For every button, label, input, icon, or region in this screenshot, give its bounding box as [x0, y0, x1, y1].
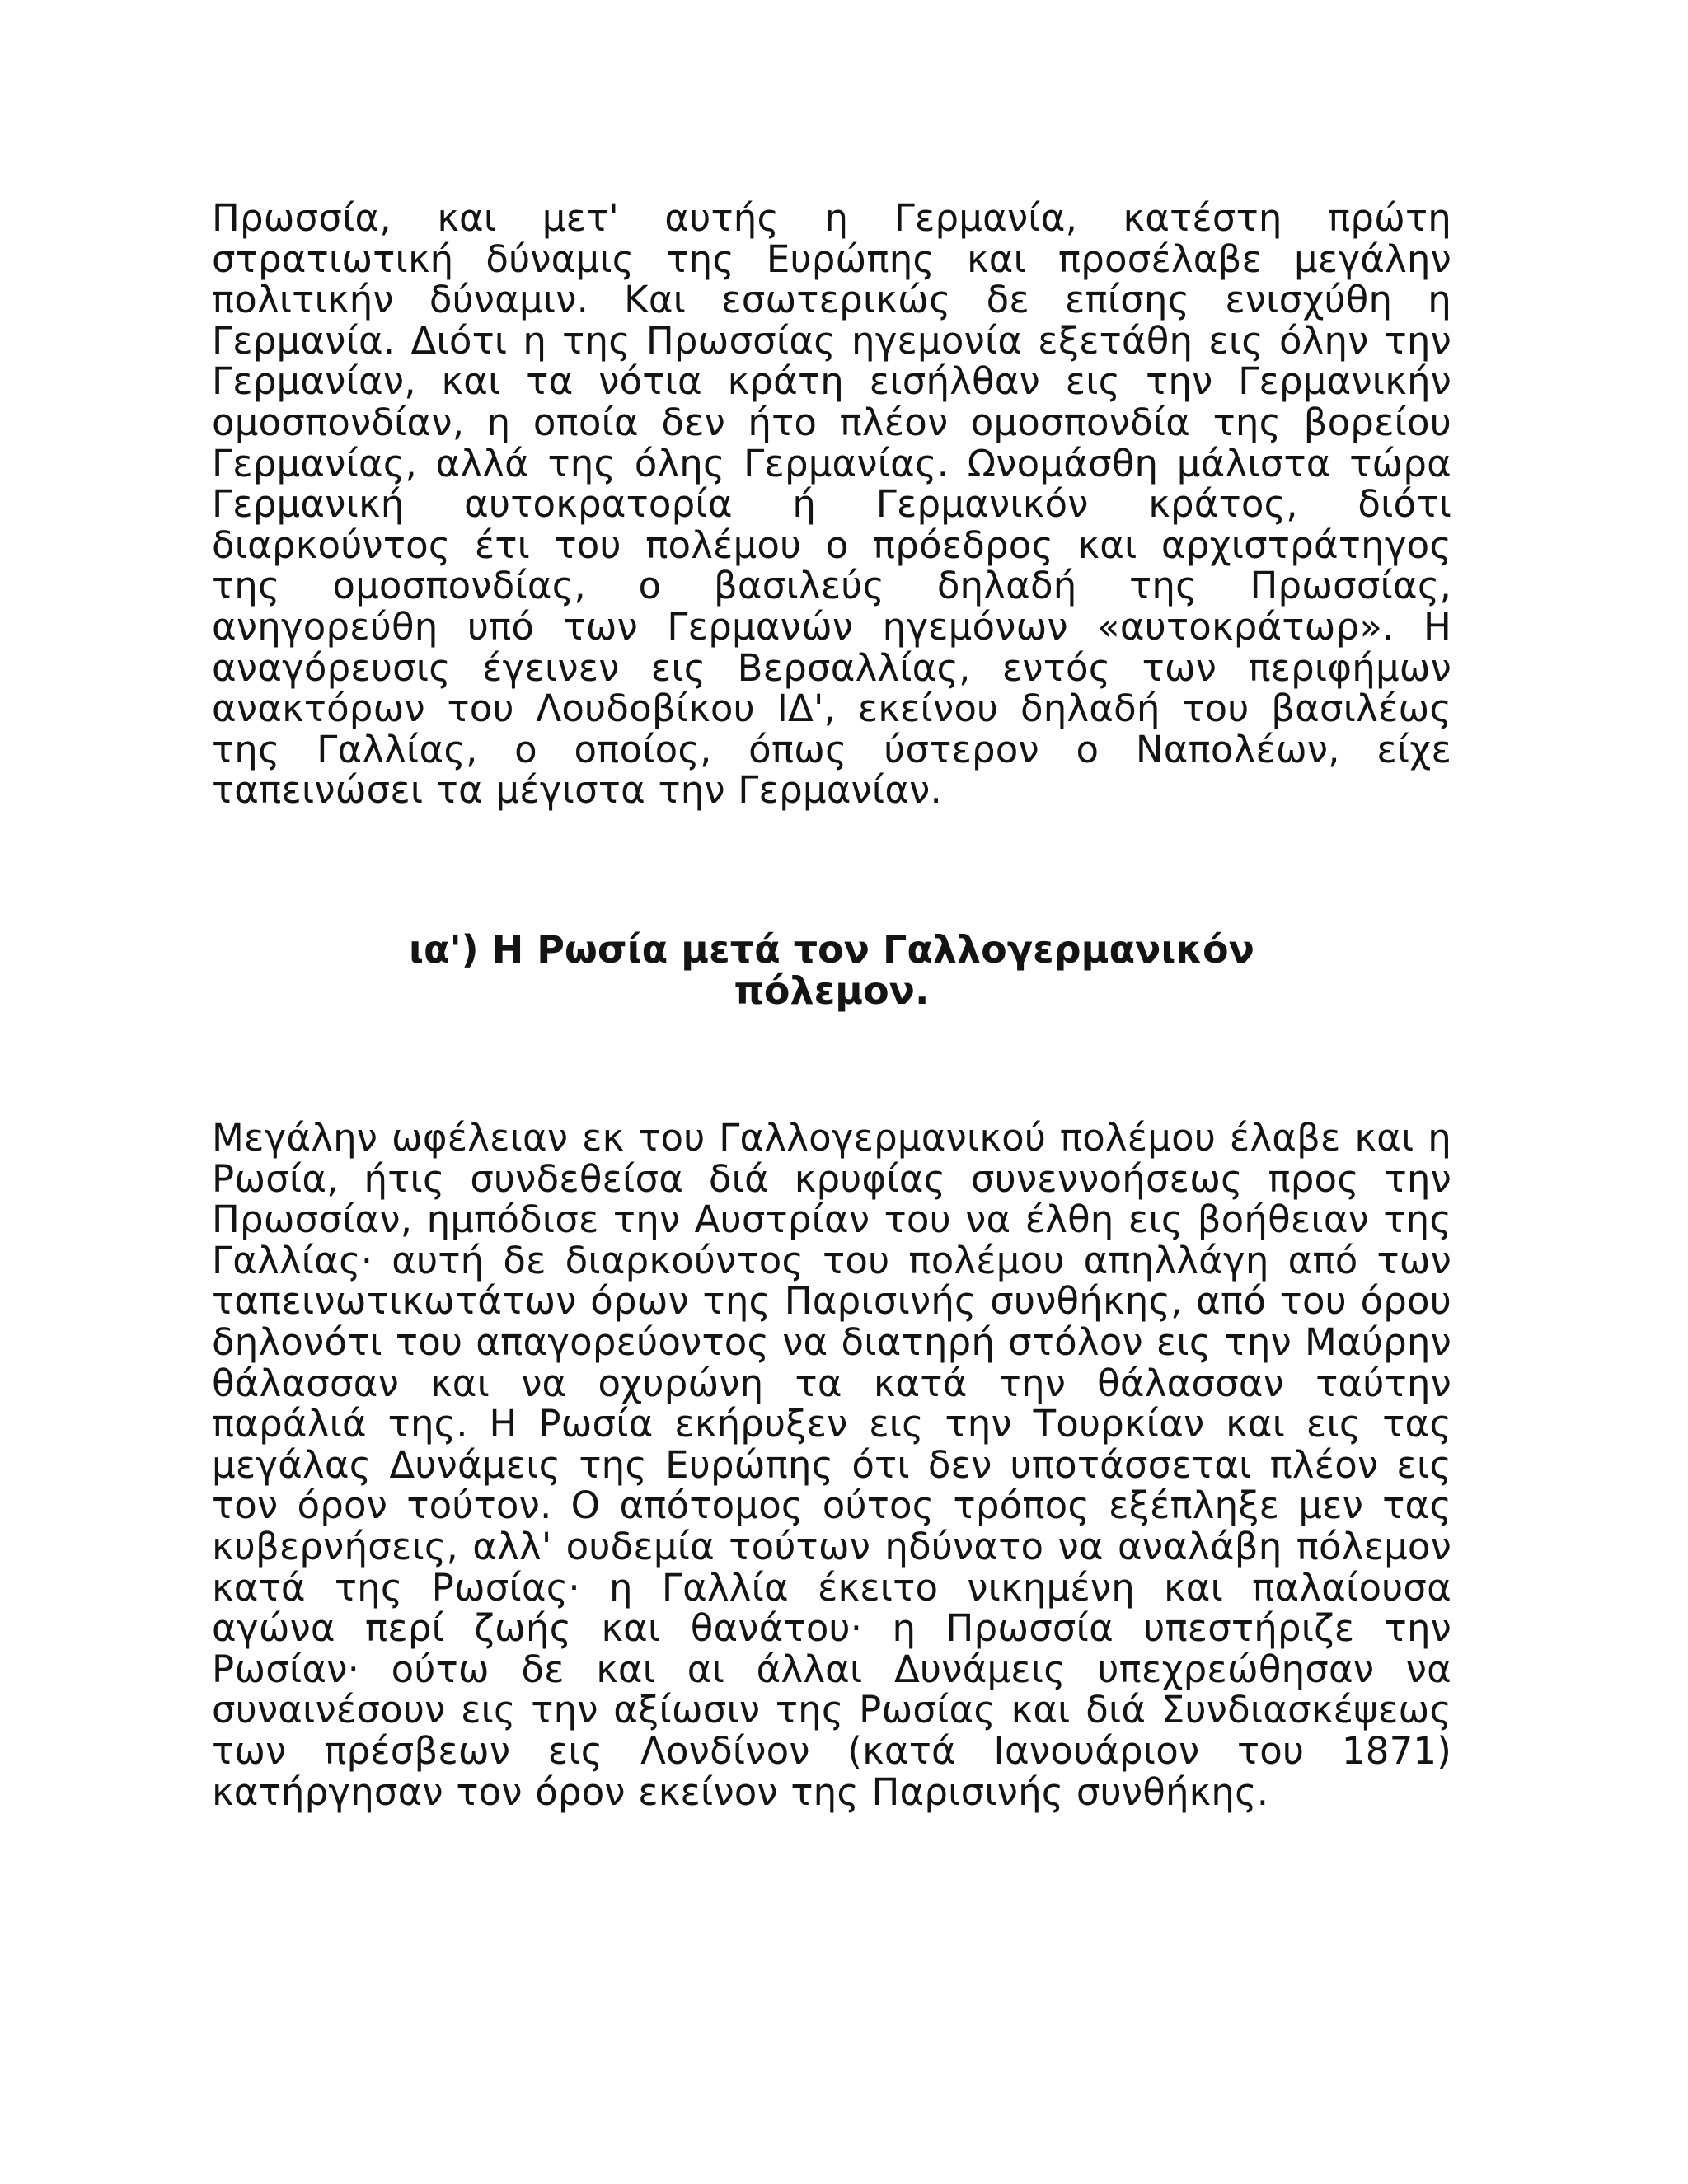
section-heading-line-1: ια') Η Ρωσία μετά τον Γαλλογερμανικόν — [409, 927, 1254, 972]
section-heading — [212, 929, 1451, 1011]
body-paragraph-germany: Πρωσσία, και μετ' αυτής η Γερμανία, κατέστη πρώτη στρατιωτική δύναμις της Ευρώπης και προσέλαβε μεγάλην πολιτικήν δύναμιν. Και εσωτερικώς δε επίσης ενισχύθη η Γερμανία. Διότι η της Πρωσσίας ηγεμονία εξετάθη εις όλην την Γερμανίαν, και τα νότια κράτη εισήλθαν εις την Γερμανικήν ομοσπονδίαν, η οποία δεν ήτο πλέον ομοσπονδία της βορείου Γερμανίας, αλλά της όλης Γερμανίας. Ωνομάσθη μάλιστα τώρα Γερμανική αυτοκρατορία ή Γερμανικόν κράτος, διότι διαρκούντος έτι του πολέμου ο πρόεδρος και αρχιστράτηγος της ομοσπονδίας, ο βασιλεύς δηλαδή της Πρωσσίας, ανηγορεύθη υπό των Γερμανών ηγεμόνων «αυτοκράτωρ». Η αναγόρευσις έγεινεν εις Βερσαλλίας, εντός των περιφήμων ανακτόρων του Λουδοβίκου ΙΔ', εκείνου δηλαδή του βασιλέως της Γαλλίας, ο οποίος, όπως ύστερον ο Ναπολέων, είχε ταπεινώσει τα μέγιστα την Γερμανίαν. — [212, 196, 1451, 813]
body-paragraph-russia: Μεγάλην ωφέλειαν εκ του Γαλλογερμανικού πολέμου έλαβε και η Ρωσία, ήτις συνδεθείσα διά κρυφίας συνεννοήσεως προς την Πρωσσίαν, ημπόδισε την Αυστρίαν του να έλθη εις βοήθειαν της Γαλλίας· αυτή δε διαρκούντος του πολέμου απηλλάγη από των ταπεινωτικωτάτων όρων της Παρισινής συνθήκης, από του όρου δηλονότι του απαγορεύοντος να διατηρή στόλον εις την Μαύρην θάλασσαν και να οχυρώνη τα κατά την θάλασσαν ταύτην παράλιά της. Η Ρωσία εκήρυξεν εις την Τουρκίαν και εις τας μεγάλας Δυνάμεις της Ευρώπης ότι δεν υποτάσσεται πλέον εις τον όρον τούτον. Ο απότομος ούτος τρόπος εξέπληξε μεν τας κυβερνήσεις, αλλ' ουδεμία τούτων ηδύνατο να αναλάβη πόλεμον κατά της Ρωσίας· η Γαλλία έκειτο νικημένη και παλαίουσα αγώνα περί ζωής και θανάτου· η Πρωσσία υπεστήριζε την Ρωσίαν· ούτω δε και αι άλλαι Δυνάμεις υπεχρεώθησαν να συναινέσουν εις την αξίωσιν της Ρωσίας και διά Συνδιασκέψεως των πρέσβεων εις Λονδίνον (κατά Ιανουάριον του 1871) κατήργησαν τον όρον εκείνον της Παρισινής συνθήκης. — [212, 1116, 1451, 1814]
section-heading-line-2: πόλεμον. — [734, 968, 930, 1013]
